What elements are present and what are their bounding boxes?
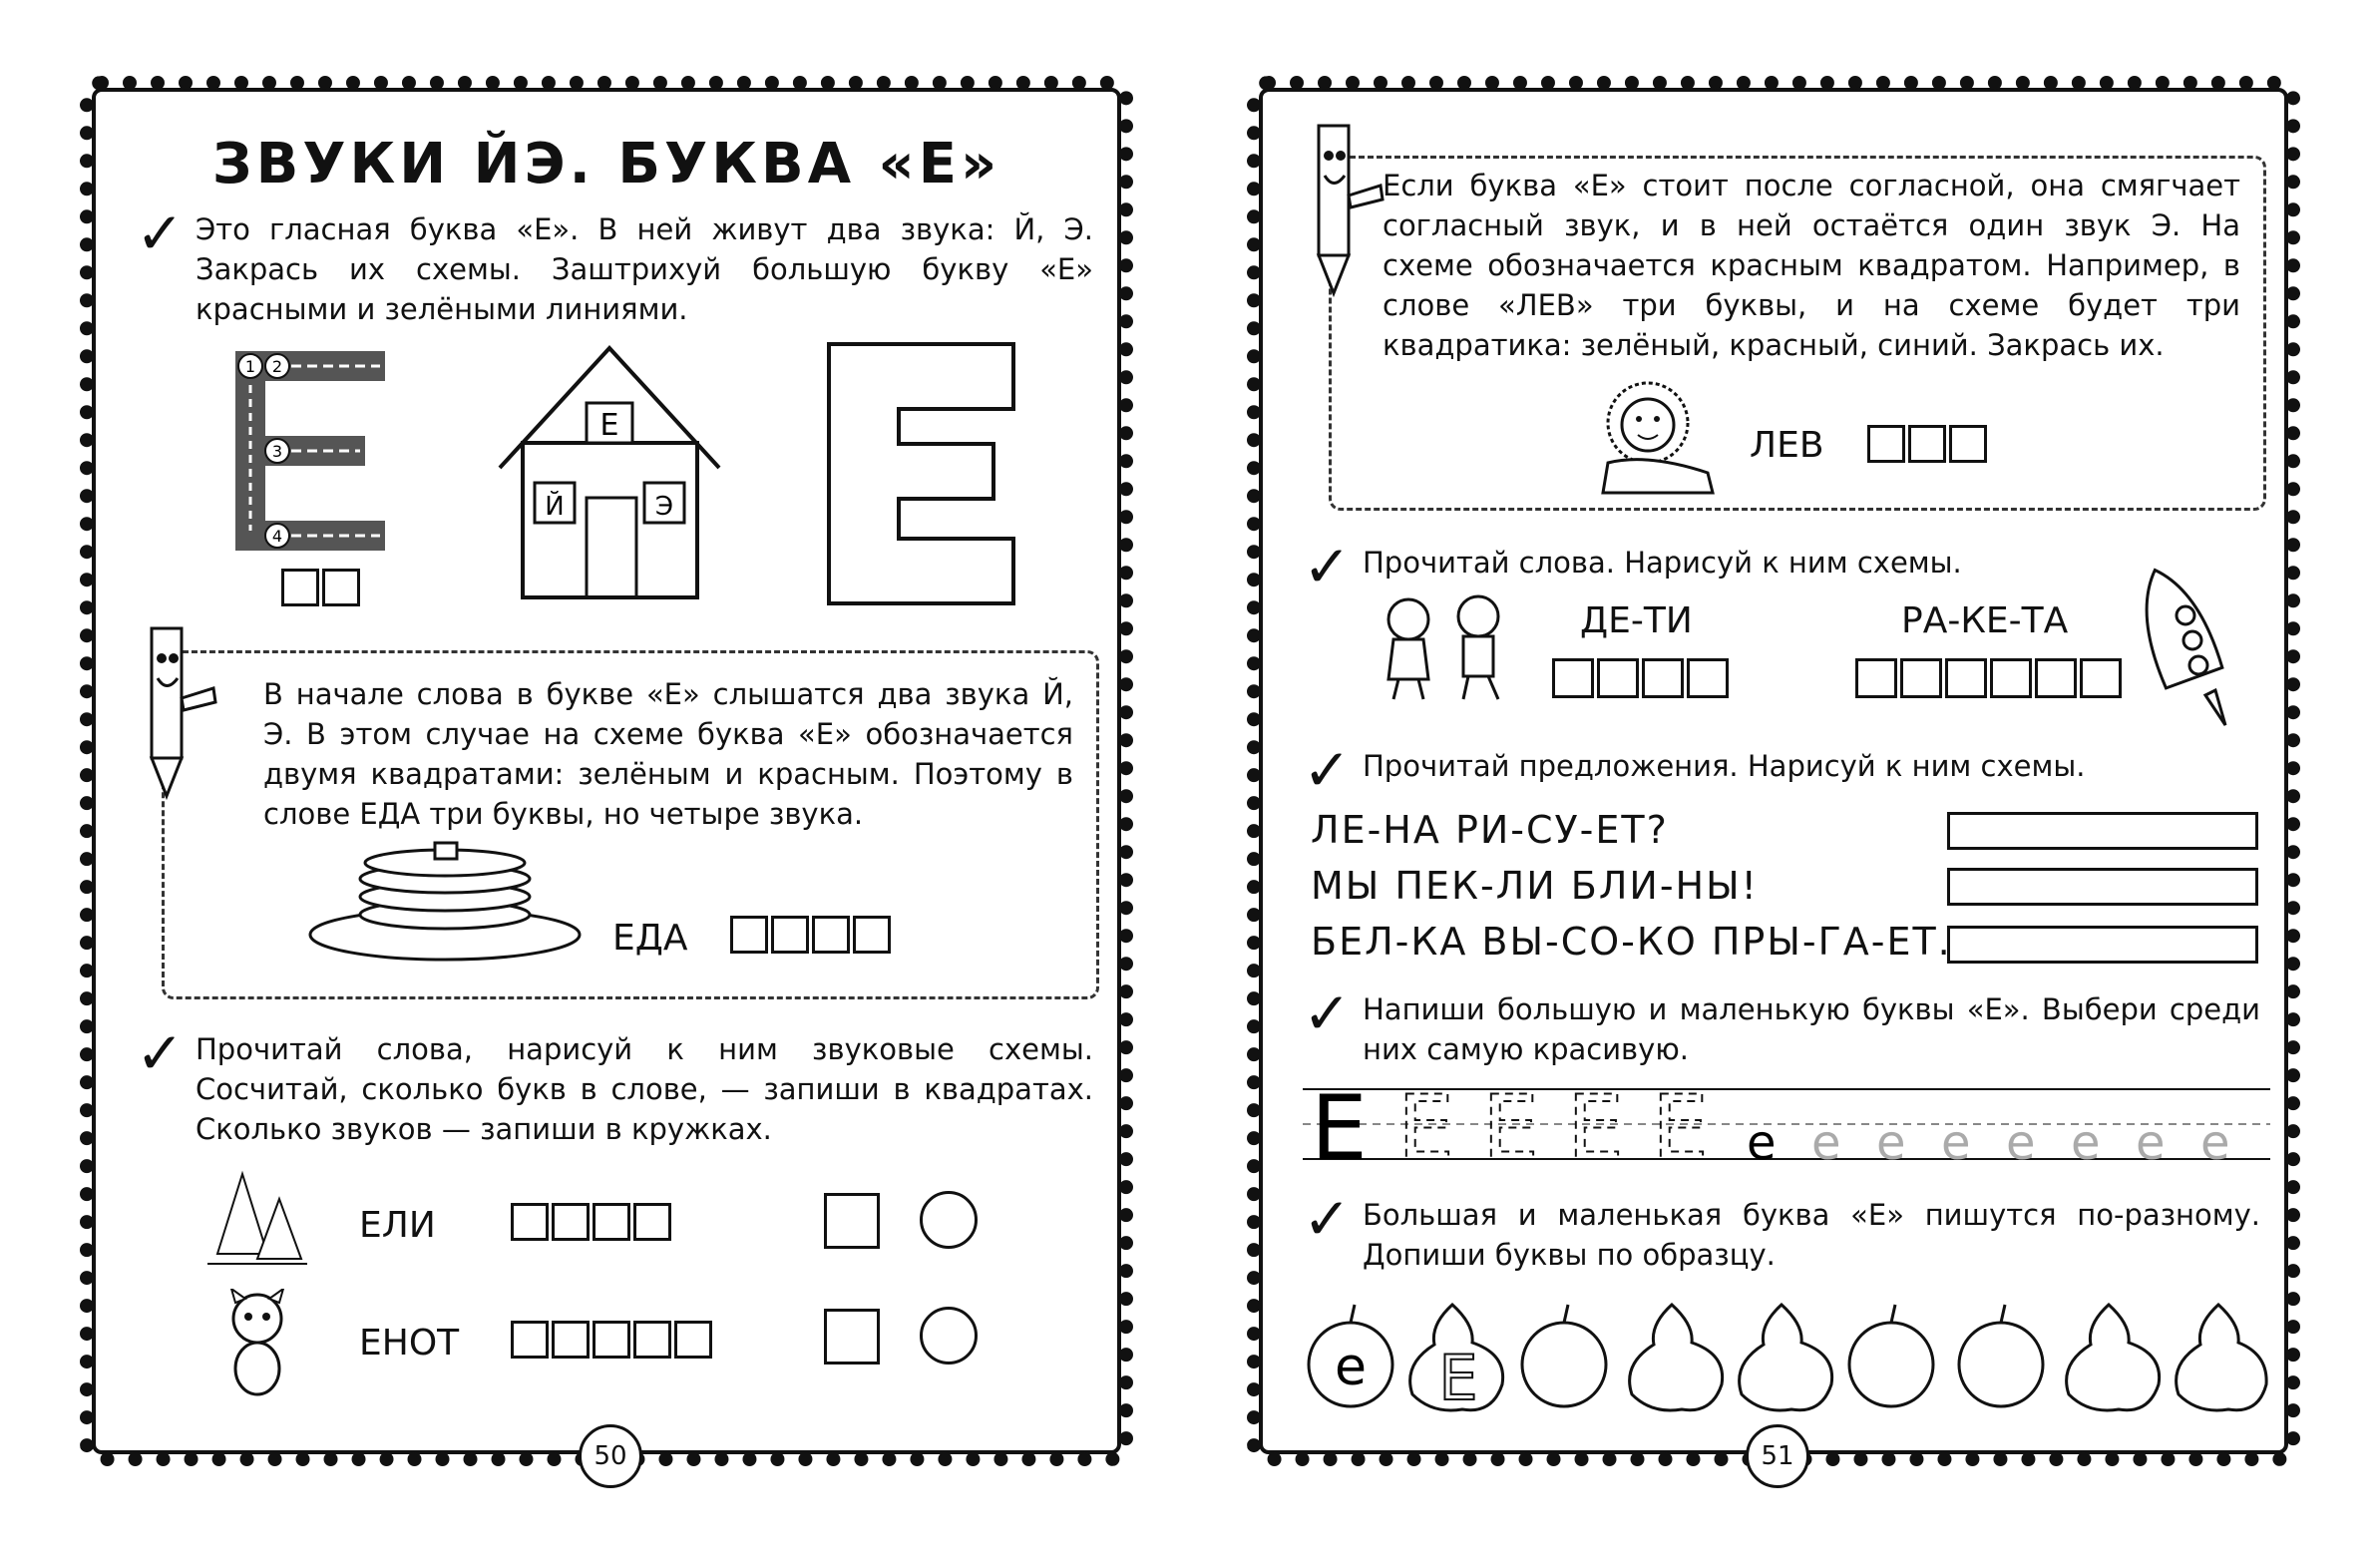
word-enot: ЕНОТ (359, 1323, 460, 1364)
fruit-letter: Е (1438, 1342, 1478, 1414)
stroke-number: 3 (271, 442, 283, 461)
scheme-boxes[interactable] (1867, 425, 1990, 467)
sentence-scheme-box[interactable] (1947, 812, 2258, 850)
letter-e-upper-trace: Е (1482, 1079, 1539, 1179)
house-letter: Й (545, 492, 565, 522)
page-title: ЗВУКИ ЙЭ. БУКВА «Е» (211, 132, 1001, 196)
letter-e-lower-sample: е (1747, 1115, 1777, 1171)
task2-text: Прочитай предложения. Нарисуй к ним схемы. (1363, 749, 2086, 783)
check-mark-icon: ✓ (1303, 979, 1352, 1047)
letter-e-upper-sample: Е (1311, 1079, 1368, 1179)
task1-text: Это гласная буква «Е». В ней живут два звука: Й, Э. Закрась их схемы. Заштрихуй большую букву «Е» красными и зелёными линиями. (196, 212, 1093, 326)
task1-text: Прочитай слова. Нарисуй к ним схемы. (1363, 546, 1962, 580)
big-letter-e-outline[interactable] (824, 339, 1023, 608)
letter-e-upper-trace: Е (1567, 1079, 1624, 1179)
pear-icon (2177, 1305, 2267, 1410)
fir-trees-icon (207, 1169, 307, 1269)
handwriting-lines[interactable] (1303, 1079, 2270, 1179)
sentence-3: БЕЛ-КА ВЫ-СО-КО ПРЫ-ГА-ЕТ. (1311, 920, 1952, 964)
scheme-boxes[interactable] (511, 1321, 715, 1363)
task2-text: Прочитай слова, нарисуй к ним звуковые схемы. Сосчитай, сколько букв в слове, — запиши в квадратах. Сколько звуков — запиши в кружках. (196, 1032, 1093, 1146)
pear-icon (1630, 1305, 1723, 1410)
check-mark-icon: ✓ (1303, 1185, 1352, 1253)
pencil-character-icon (1301, 116, 1390, 305)
word-lev: ЛЕВ (1750, 425, 1824, 466)
task4-text: Большая и маленькая буква «Е» пишутся по-разному. Допиши буквы по образцу. (1363, 1198, 2260, 1272)
letter-e-lower-trace: е (2200, 1115, 2230, 1171)
scheme-boxes[interactable] (1855, 658, 2125, 702)
stroke-number: 1 (244, 357, 256, 376)
apple-icon (1849, 1305, 1933, 1406)
pear-icon (1410, 1305, 1503, 1414)
word-eli: ЕЛИ (359, 1205, 436, 1246)
check-mark-icon: ✓ (1303, 736, 1352, 804)
sentence-scheme-box[interactable] (1947, 868, 2258, 906)
pencil-character-icon (134, 618, 223, 808)
scheme-boxes[interactable] (511, 1203, 674, 1245)
check-mark-icon: ✓ (1303, 533, 1352, 600)
pear-icon (2067, 1305, 2160, 1410)
info-text: В начале слова в букве «Е» слышатся два звука Й, Э. В этом случае на схеме буква «Е» обозначается двумя квадратами: зелёным и красным. Поэтому в слове ЕДА три буквы, но четыре звука. (263, 677, 1073, 831)
sentence-scheme-box[interactable] (1947, 926, 2258, 964)
rocket-icon (2131, 561, 2250, 730)
sounds-count-circle[interactable] (920, 1307, 978, 1365)
sentence-2: МЫ ПЕК-ЛИ БЛИ-НЫ! (1311, 864, 1759, 908)
scheme-boxes[interactable] (281, 569, 363, 610)
apple-icon (1959, 1305, 2043, 1406)
apple-icon (1309, 1305, 1392, 1406)
task3-text: Напиши большую и маленькую буквы «Е». Выбери среди них самую красивую. (1363, 992, 2260, 1066)
check-mark-icon: ✓ (136, 199, 185, 267)
page-number: 51 (1746, 1424, 1809, 1488)
letter-e-upper-trace: Е (1397, 1079, 1454, 1179)
pancakes-icon (305, 835, 585, 965)
word-deti: ДЕ-ТИ (1580, 600, 1693, 641)
house-illustration (495, 343, 724, 602)
word-raketa: РА-КЕ-ТА (1901, 600, 2069, 641)
sentence-1: ЛЕ-НА РИ-СУ-ЕТ? (1311, 808, 1669, 852)
stroke-number: 4 (271, 527, 283, 546)
lion-icon (1588, 373, 1738, 503)
letter-e-lower-trace: е (2136, 1115, 2166, 1171)
fruit-letter: е (1335, 1338, 1367, 1397)
info-text: Если буква «Е» стоит после согласной, она смягчает согласный звук, и в ней остаётся один звук Э. На схеме обозначается красным квадратом. Например, в слове «ЛЕВ» три буквы, и на схеме будет три квадратика: зелёный, красный, синий. Закрась их. (1383, 169, 2240, 362)
letter-e-lower-trace: е (2006, 1115, 2036, 1171)
scheme-boxes[interactable] (1552, 658, 1732, 702)
raccoon-icon (207, 1289, 307, 1398)
house-letter: Е (599, 408, 619, 443)
word-eda: ЕДА (612, 918, 688, 959)
fruit-row[interactable] (1303, 1285, 2270, 1414)
apple-icon (1522, 1305, 1606, 1406)
pear-icon (1740, 1305, 1832, 1410)
check-mark-icon: ✓ (136, 1019, 185, 1087)
stroke-number: 2 (271, 357, 283, 376)
letter-e-lower-trace: е (2071, 1115, 2101, 1171)
letter-e-upper-trace: Е (1652, 1079, 1709, 1179)
page-number: 50 (579, 1424, 642, 1488)
letter-e-lower-trace: е (1876, 1115, 1906, 1171)
letters-count-box[interactable] (824, 1309, 880, 1365)
house-letter: Э (654, 492, 674, 522)
page-right (1259, 88, 2288, 1471)
letters-count-box[interactable] (824, 1193, 880, 1249)
letter-e-lower-trace: е (1941, 1115, 1971, 1171)
page-left (92, 88, 1121, 1471)
children-icon (1359, 594, 1538, 704)
sounds-count-circle[interactable] (920, 1191, 978, 1249)
letter-e-lower-trace: е (1811, 1115, 1841, 1171)
scheme-boxes[interactable] (730, 916, 894, 958)
